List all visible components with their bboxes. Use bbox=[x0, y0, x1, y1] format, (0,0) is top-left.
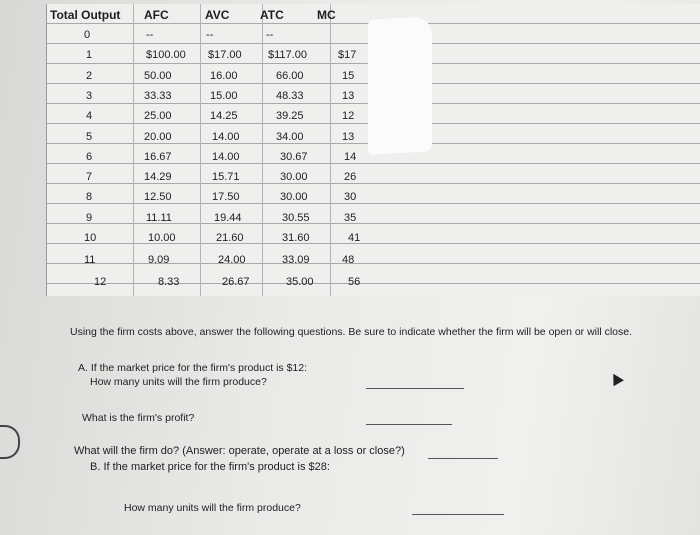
table-cell: 15.71 bbox=[212, 171, 240, 184]
table-cell: 26 bbox=[344, 171, 357, 184]
answer-a-action-blank[interactable] bbox=[428, 458, 498, 459]
header-avc: AVC bbox=[205, 8, 230, 22]
question-b-units: How many units will the firm produce? bbox=[124, 502, 301, 514]
table-cell: 15.00 bbox=[210, 89, 238, 102]
table-cell: 13 bbox=[342, 130, 355, 143]
table-cell: 48.33 bbox=[276, 89, 304, 102]
answer-a-profit-blank[interactable] bbox=[366, 424, 452, 425]
table-cell: 41 bbox=[348, 232, 361, 244]
table-cell: 3 bbox=[86, 89, 93, 102]
answer-b-units-blank[interactable] bbox=[412, 514, 504, 515]
table-cell: 11.11 bbox=[146, 211, 172, 224]
table-cell: 4 bbox=[86, 110, 93, 123]
table-cell: 35.00 bbox=[286, 275, 314, 288]
table-cell: 14.25 bbox=[210, 110, 238, 123]
header-atc: ATC bbox=[260, 8, 284, 22]
table-cell: 14.29 bbox=[144, 171, 172, 184]
table-cell: 14.00 bbox=[212, 130, 240, 143]
paper-glare bbox=[368, 16, 432, 154]
table-cell: 15 bbox=[342, 69, 355, 82]
header-mc: MC bbox=[317, 8, 336, 22]
table-cell: 34.00 bbox=[276, 130, 304, 143]
table-cell: $17 bbox=[338, 49, 357, 62]
column-divider bbox=[330, 4, 331, 296]
table-cell: 30.00 bbox=[280, 191, 308, 204]
table-cell: 1 bbox=[86, 49, 93, 62]
question-a-profit: What is the firm's profit? bbox=[82, 412, 195, 424]
table-cell: 17.50 bbox=[212, 191, 240, 204]
table-cell: 30 bbox=[344, 191, 357, 204]
table-cell: 14 bbox=[344, 150, 357, 163]
table-cell: 9.09 bbox=[148, 253, 170, 266]
table-cell: 35 bbox=[344, 211, 357, 224]
table-cell: 33.09 bbox=[282, 253, 310, 266]
column-divider bbox=[200, 4, 201, 296]
table-cell: 20.00 bbox=[144, 130, 172, 143]
table-cell: 50.00 bbox=[144, 69, 172, 82]
column-divider bbox=[262, 4, 263, 296]
table-cell: -- bbox=[146, 29, 154, 41]
instructions-text: Using the firm costs above, answer the following questions. Be sure to indicate whether the firm will be open or will close. bbox=[70, 326, 633, 338]
table-cell: 39.25 bbox=[276, 110, 304, 123]
table-cell: 30.00 bbox=[280, 171, 308, 184]
table-cell: 7 bbox=[86, 171, 93, 184]
table-cell: 30.67 bbox=[280, 150, 308, 163]
column-divider bbox=[133, 4, 134, 296]
header-afc: AFC bbox=[144, 8, 169, 22]
table-cell: 2 bbox=[86, 69, 93, 82]
table-cell: 13 bbox=[342, 89, 355, 102]
table-cell: 30.55 bbox=[282, 211, 310, 224]
question-b-prompt: B. If the market price for the firm's product is $28: bbox=[90, 461, 330, 473]
table-cell: $117.00 bbox=[268, 49, 307, 62]
table-cell: 26.67 bbox=[222, 275, 250, 288]
header-total-output: Total Output bbox=[50, 8, 121, 22]
table-cell: 10.00 bbox=[148, 232, 176, 244]
table-cell: 8 bbox=[86, 191, 93, 204]
table-cell: 8.33 bbox=[158, 275, 180, 288]
table-cell: 19.44 bbox=[214, 211, 242, 224]
table-cell: -- bbox=[206, 29, 214, 41]
table-cell: 48 bbox=[342, 253, 355, 266]
table-cell: 0 bbox=[84, 29, 91, 41]
table-cell: 21.60 bbox=[216, 232, 244, 244]
table-cell: 24.00 bbox=[218, 253, 246, 266]
table-cell: 25.00 bbox=[144, 110, 172, 123]
table-cell: 5 bbox=[86, 130, 93, 143]
table-cell: 16.67 bbox=[144, 150, 172, 163]
table-cell: 56 bbox=[348, 275, 361, 288]
table-cell: 33.33 bbox=[144, 89, 172, 102]
table-cell: -- bbox=[266, 29, 274, 41]
question-a-action: What will the firm do? (Answer: operate, operate at a loss or close?) bbox=[74, 445, 405, 457]
table-cell: 6 bbox=[86, 150, 93, 163]
table-cell: 9 bbox=[86, 211, 93, 224]
question-a-prompt: A. If the market price for the firm's product is $12: bbox=[78, 362, 308, 374]
table-cell: 11 bbox=[84, 253, 96, 266]
table-cell: $17.00 bbox=[208, 49, 242, 62]
table-cell: $100.00 bbox=[146, 49, 186, 62]
table-cell: 31.60 bbox=[282, 232, 310, 244]
table-cell: 66.00 bbox=[276, 69, 304, 82]
answer-a-units-blank[interactable] bbox=[366, 388, 464, 389]
table-cell: 16.00 bbox=[210, 69, 238, 82]
table-cell: 10 bbox=[84, 232, 97, 244]
question-a-units: How many units will the firm produce? bbox=[90, 376, 267, 388]
table-cell: 12.50 bbox=[144, 191, 172, 204]
table-cell: 12 bbox=[342, 110, 355, 123]
table-cell: 14.00 bbox=[212, 150, 240, 163]
table-cell: 12 bbox=[94, 275, 107, 288]
